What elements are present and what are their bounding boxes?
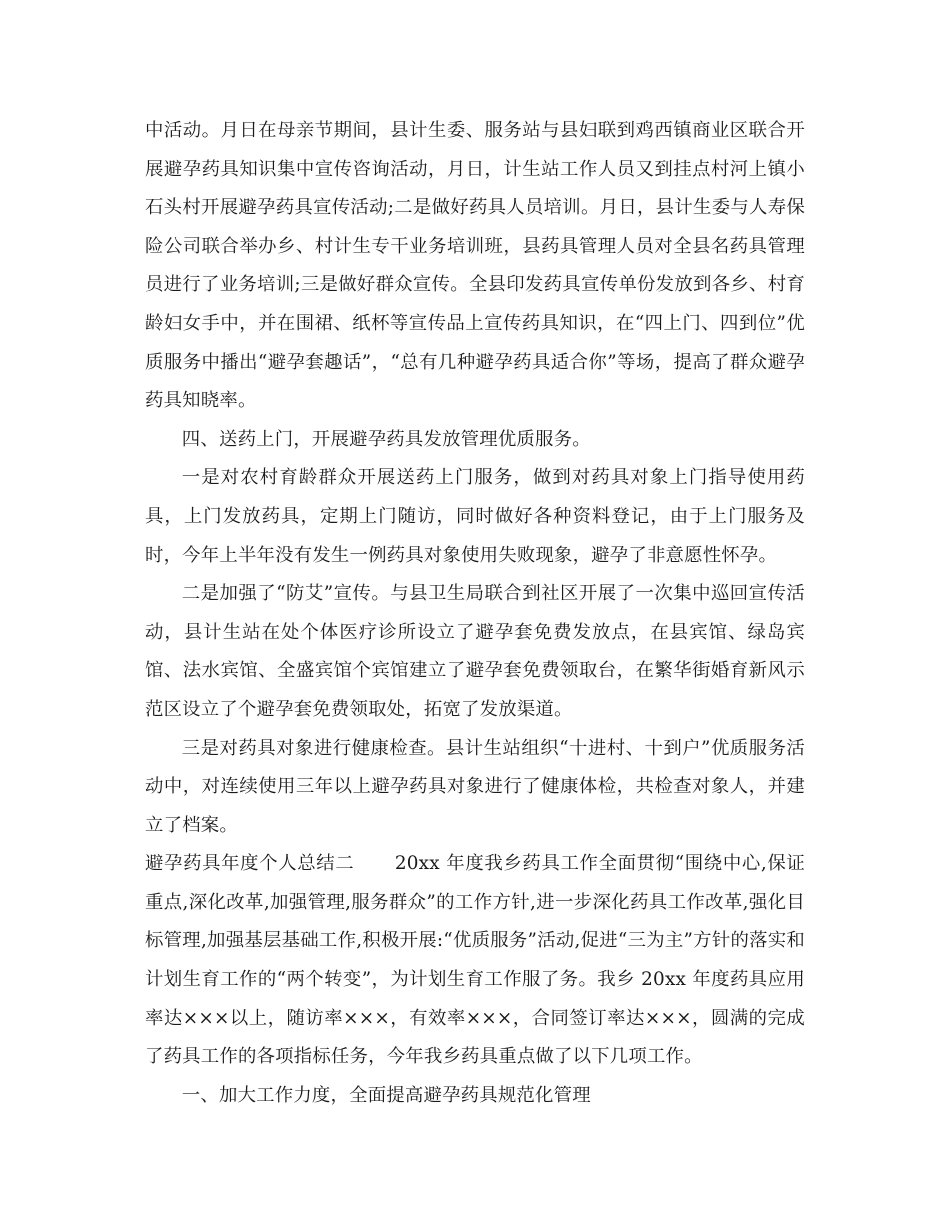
paragraph-4: 二是加强了“防艾”宣传。与县卫生局联合到社区开展了一次集中巡回宣传活动，县计生站在处个体医疗诊所设立了避孕套免费发放点，在县宾馆、绿岛宾馆、法水宾馆、全盛宾馆个宾馆建立了避孕套免费领取台，在繁华街婚育新风示范区设立了个避孕套免费领取处，拓宽了发放渠道。 [145,583,805,720]
paragraph-3: 一是对农村育龄群众开展送药上门服务，做到对药具对象上门指导使用药具，上门发放药具，定期上门随访，同时做好各种资料登记，由于上门服务及时，今年上半年没有发生一例药具对象使用失败现象，避孕了非意愿性怀孕。 [145,467,805,566]
section-paragraph [145,845,805,1077]
section-body: 20xx 年度我乡药具工作全面贯彻“围绕中心,保证重点,深化改革,加强管理,服务群众”的工作方针,进一步深化药具工作改革,强化目标管理,加强基层基础工作,积极开展:“优质服务”活动,促进“三为主”方针的落实和计划生育工作的“两个转变”，为计划生育工作服了务。我乡 20xx 年度药具应用率达×××以上，随访率×××，有效率×××，合同签订率达×××，圆满的完成了药具工作的各项指标任务，今年我乡药具重点做了以下几项工作。 [145,853,806,1068]
paragraph-2: 四、送药上门，开展避孕药具发放管理优质服务。 [181,428,591,450]
paragraph-1: 中活动。月日在母亲节期间，县计生委、服务站与县妇联到鸡西镇商业区联合开展避孕药具知识集中宣传咨询活动，月日，计生站工作人员又到挂点村河上镇小石头村开展避孕药具宣传活动;二是做好药具人员培训。月日，县计生委与人寿保险公司联合举办乡、村计生专干业务培训班，县药具管理人员对全县名药具管理员进行了业务培训;三是做好群众宣传。全县印发药具宣传单份发放到各乡、村育龄妇女手中，并在围裙、纸杯等宣传品上宣传药具知识，在“四上门、四到位”优质服务中播出“避孕套趣话”，“总有几种避孕药具适合你”等场，提高了群众避孕药具知晓率。 [145,120,805,412]
section-title: 避孕药具年度个人总结二 [145,853,355,875]
document-body [145,112,805,1115]
paragraph-5: 三是对药具对象进行健康检查。县计生站组织“十进村、十到户”优质服务活动中，对连续使用三年以上避孕药具对象进行了健康体检，共检查对象人，并建立了档案。 [145,737,805,836]
section-heading-1: 一、加大工作力度，全面提高避孕药具规范化管理 [181,1084,591,1106]
